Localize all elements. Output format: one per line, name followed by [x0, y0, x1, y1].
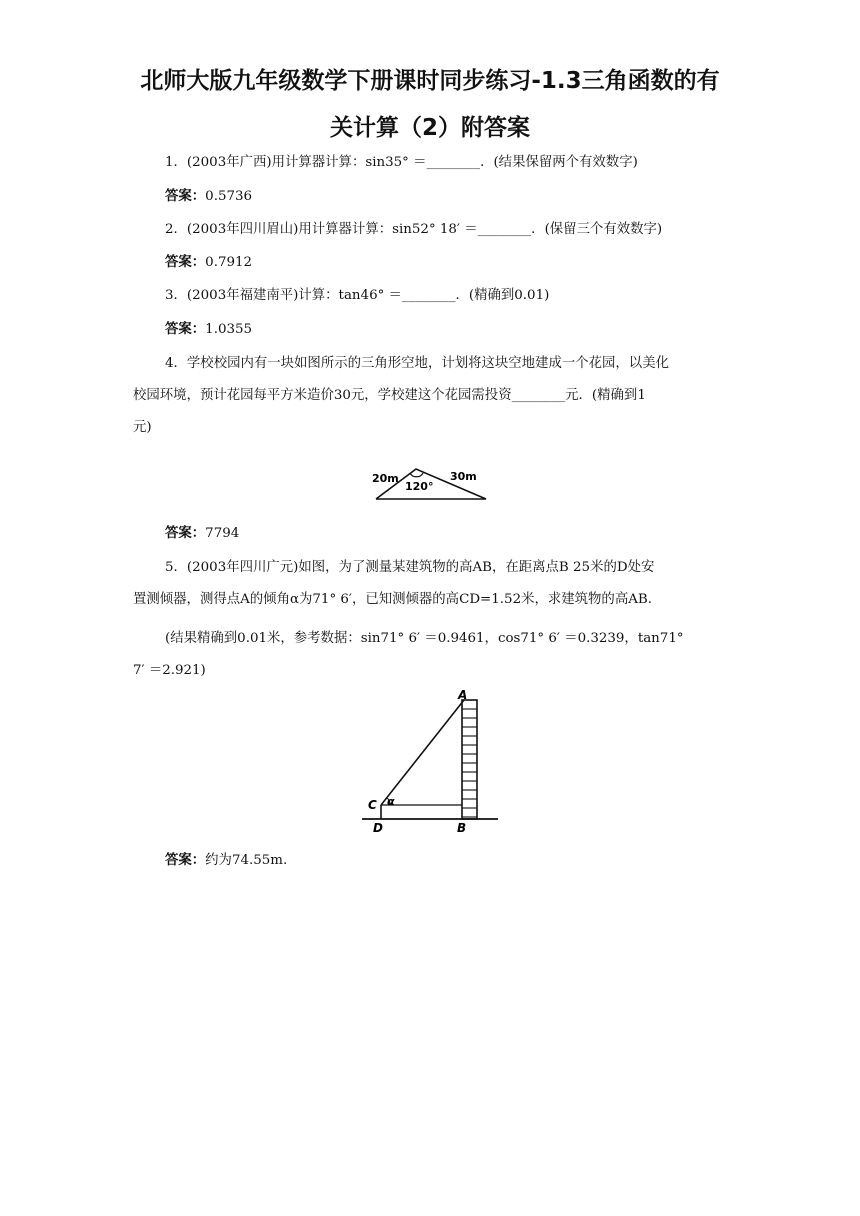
title-line-1: 北师大版九年级数学下册课时同步练习-1.3三角函数的有 [140, 68, 720, 94]
answer-value: 约为74.55m. [205, 853, 288, 868]
answer-1 [165, 180, 725, 213]
question-3: 3．(2003年福建南平)计算：tan46° ＝________．(精确到0.01) [165, 288, 550, 303]
title-line-2: 关计算（2）附答案 [329, 115, 530, 141]
question-4-line-2: 校园环境，预计花园每平方米造价30元，学校建这个花园需投资________元．(精确到1 [133, 388, 646, 403]
answer-value: 0.5736 [205, 189, 253, 204]
answer-value: 7794 [205, 526, 240, 541]
building-figure [360, 688, 502, 834]
answer-label: 答案： [165, 853, 206, 868]
question-1: 1．(2003年广西)用计算器计算：sin35° ＝________．(结果保留两个有效数字) [165, 155, 638, 170]
side-label-left: 20m [372, 472, 399, 485]
answer-value: 0.7912 [205, 255, 253, 270]
triangle-figure [366, 463, 494, 503]
building-floors [462, 709, 477, 817]
answer-value: 1.0355 [205, 322, 253, 337]
question-4-line-3: 元) [133, 420, 152, 435]
label-d: D [373, 821, 383, 834]
label-a: A [458, 688, 468, 702]
label-c: C [368, 798, 377, 812]
angle-arc [410, 473, 423, 477]
question-4-line-1: 4．学校校园内有一块如图所示的三角形空地，计划将这块空地建成一个花园，以美化 [165, 356, 669, 371]
answer-4 [165, 517, 725, 550]
question-5-line-4: 7′ ＝2.921) [133, 663, 206, 678]
answer-2 [165, 246, 725, 279]
label-alpha: α [387, 795, 395, 808]
angle-label: 120° [405, 480, 434, 493]
side-label-right: 30m [450, 470, 477, 483]
label-b: B [457, 821, 467, 834]
answer-label: 答案： [165, 189, 206, 204]
answer-label: 答案： [165, 255, 206, 270]
question-5-line-1: 5．(2003年四川广元)如图，为了测量某建筑物的高AB，在距离点B 25米的D处安 [165, 560, 655, 575]
answer-label: 答案： [165, 526, 206, 541]
question-5-line-3: (结果精确到0.01米，参考数据：sin71° 6′ ＝0.9461，cos71° 6′ ＝0.3239，tan71° [165, 631, 684, 646]
answer-3 [165, 313, 725, 346]
question-2: 2．(2003年四川眉山)用计算器计算：sin52° 18′ ＝________．(保留三个有效数字) [165, 222, 663, 237]
question-5-line-2: 置测倾器，测得点A的倾角α为71° 6′，已知测倾器的高CD=1.52米，求建筑物的高AB. [133, 592, 652, 607]
line-of-sight [381, 700, 464, 805]
answer-5 [165, 844, 725, 877]
answer-label: 答案： [165, 322, 206, 337]
